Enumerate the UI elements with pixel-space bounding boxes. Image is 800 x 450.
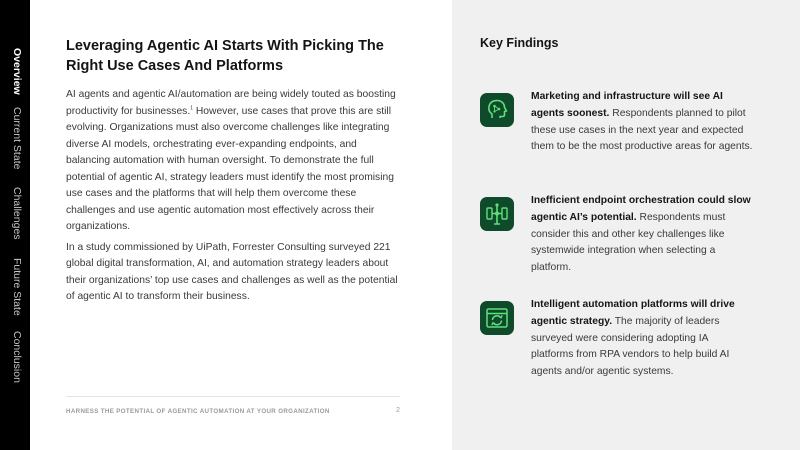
- nav-item-overview[interactable]: Overview: [11, 48, 23, 95]
- nav-item-current-state[interactable]: Current State: [11, 107, 23, 170]
- paragraph-2: In a study commissioned by UiPath, Forrester Consulting surveyed 221 global digital transformation, AI, and automation strategy leaders about their organizations’ top use cases and challenges as well as the potential of agentic AI to transform their business.: [66, 241, 398, 302]
- finding-bold: Intelligent automation platforms will drive agentic strategy.: [531, 299, 735, 327]
- finding-bold: Marketing and infrastructure will see AI agents soonest.: [531, 91, 723, 119]
- sidebar-nav: [0, 0, 30, 450]
- automation-window-icon: [480, 301, 514, 335]
- finding-text: [531, 297, 753, 381]
- page-number: 2: [396, 407, 400, 414]
- finding-bold: Inefficient endpoint orchestration could slow agentic AI’s potential.: [531, 195, 751, 223]
- body-text: [66, 87, 402, 310]
- nav-item-challenges[interactable]: Challenges: [11, 187, 23, 240]
- nav-item-conclusion[interactable]: Conclusion: [11, 331, 23, 383]
- finding-body: The majority of leaders surveyed were considering adopting IA platforms from RPA vendors to help build AI agents and/or agentic systems.: [531, 315, 730, 378]
- finding-body: Respondents planned to pilot these use cases in the next year and expected them to be the most productive areas for agents.: [531, 107, 753, 153]
- paragraph-1: [66, 87, 402, 236]
- footer-divider: [66, 396, 400, 397]
- ai-head-icon: [480, 93, 514, 127]
- footer-text: HARNESS THE POTENTIAL OF AGENTIC AUTOMATION AT YOUR ORGANIZATION: [66, 408, 330, 415]
- findings-title: Key Findings: [480, 36, 559, 50]
- finding-text: [531, 193, 753, 277]
- main-content: [30, 0, 452, 450]
- footnote-ref[interactable]: 1: [190, 105, 193, 112]
- key-findings-panel: [452, 0, 800, 450]
- nav-item-future-state[interactable]: Future State: [11, 258, 23, 316]
- finding-text: [531, 89, 753, 156]
- endpoint-network-icon: [480, 197, 514, 231]
- paragraph-1-a: AI agents and agentic AI/automation are being widely touted as boosting productivity for businesses.: [66, 89, 396, 117]
- page-title: Leveraging Agentic AI Starts With Picking The Right Use Cases And Platforms: [66, 38, 384, 74]
- paragraph-1-b: However, use cases that prove this are still evolving. Organizations must also overcome challenges like integrating diverse AI models, orchestrating ever-expanding endpoints, and balancing automation with human oversight. To demonstrate the full potential of agentic AI, strategy leaders must identify the most promising use cases and the platforms that will help them overcome these challenges and use agentic automation most effectively across their organizations.: [66, 105, 394, 232]
- finding-body: Respondents must consider this and other key challenges like systemwide integration when selecting a platform.: [531, 211, 726, 274]
